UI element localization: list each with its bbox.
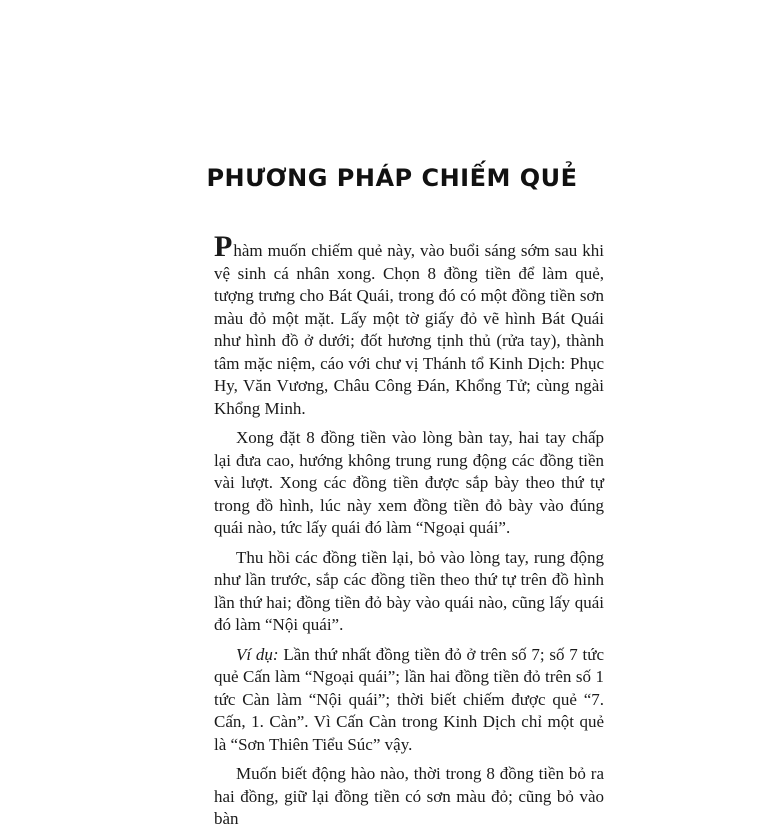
paragraph-4 (214, 644, 604, 757)
body-text (214, 230, 604, 838)
paragraph-1 (214, 230, 604, 420)
paragraph-4-text: Lần thứ nhất đồng tiền đỏ ở trên số 7; số 7 tức quẻ Cấn làm “Ngoại quái”; lần hai đồng tiền đỏ trên số 1 tức Càn làm “Nội quái”; thời biết chiếm được quẻ “7. Cấn, 1. Càn”. Vì Cấn Càn trong Kinh Dịch chỉ một quẻ là “Sơn Thiên Tiểu Súc” vậy. (214, 644, 604, 754)
paragraph-3: Thu hồi các đồng tiền lại, bỏ vào lòng tay, rung động như lần trước, sắp các đồng tiền theo thứ tự trên đồ hình lần thứ hai; đồng tiền đỏ bày vào quái nào, cũng lấy quái đó làm “Nội quái”. (214, 547, 604, 634)
drop-cap: P (214, 230, 233, 263)
paragraph-1-text: hàm muốn chiếm quẻ này, vào buổi sáng sớm sau khi vệ sinh cá nhân xong. Chọn 8 đồng tiền để làm quẻ, tượng trưng cho Bát Quái, trong đó có một đồng tiền sơn màu đỏ một mặt. Lấy một tờ giấy đỏ vẽ hình Bát Quái như hình đồ ở dưới; đốt hương tịnh thủ (rửa tay), thành tâm mặc niệm, cáo với chư vị Thánh tổ Kinh Dịch: Phục Hy, Văn Vương, Châu Công Đán, Khổng Tử; cùng ngài Khổng Minh. (214, 241, 604, 418)
chapter-title: PHƯƠNG PHÁP CHIẾM QUẺ (206, 164, 578, 192)
paragraph-2: Xong đặt 8 đồng tiền vào lòng bàn tay, hai tay chấp lại đưa cao, hướng không trung rung động các đồng tiền vài lượt. Xong các đồng tiền được sắp bày theo thứ tự trong đồ hình, lúc này xem đồng tiền đỏ bày vào đúng quái nào, tức lấy quái đó làm “Ngoại quái”. (214, 428, 604, 537)
paragraph-5: Muốn biết động hào nào, thời trong 8 đồng tiền bỏ ra hai đồng, giữ lại đồng tiền có sơn màu đỏ; cũng bỏ vào bàn (214, 764, 604, 828)
example-label: Ví dụ: (236, 644, 279, 664)
